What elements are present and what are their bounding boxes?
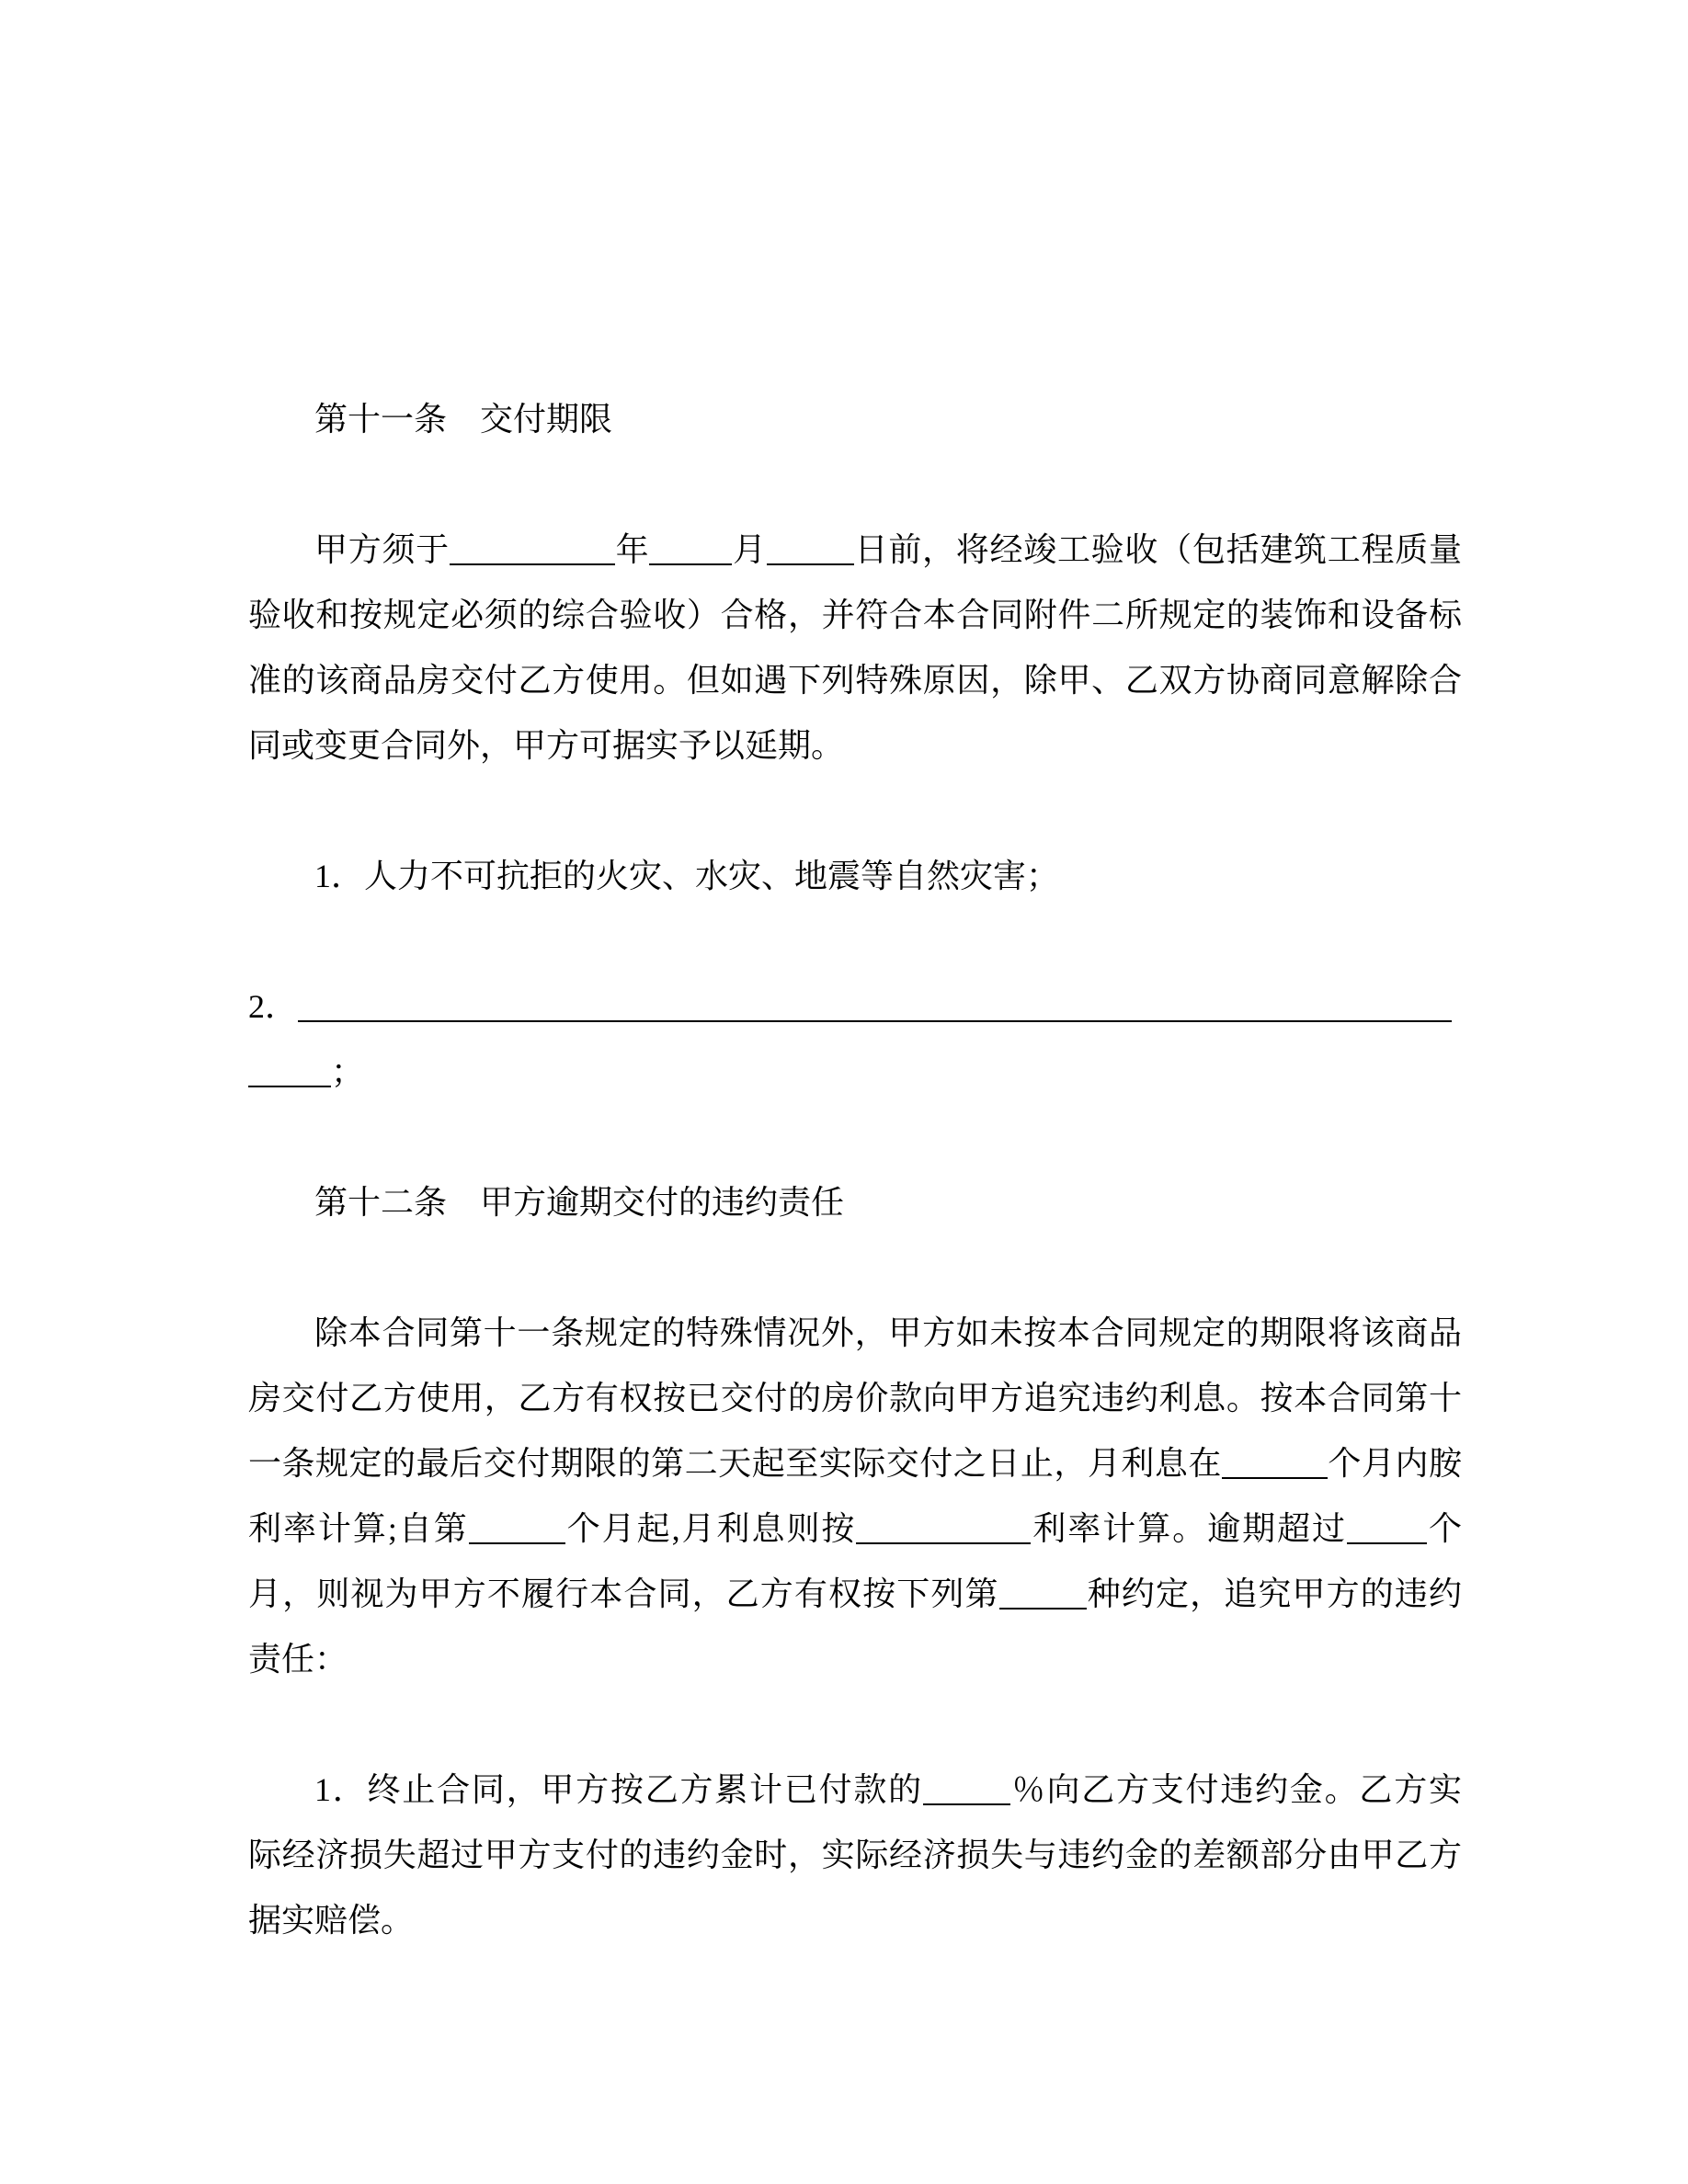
text-run: 甲方须于	[314, 531, 450, 568]
document-line	[248, 1562, 1462, 1627]
article-heading	[248, 387, 1462, 452]
text-run: 个月内胺	[1327, 1445, 1462, 1482]
text-run: 种约定，追究甲方的违约	[1086, 1575, 1462, 1612]
document-line	[248, 648, 1462, 713]
text-run: 验收和按规定必须的综合验收）合格，并符合本合同附件二所规定的装饰和设备标	[248, 597, 1462, 633]
text-run: 1．人力不可抗拒的火灾、水灾、地震等自然灾害；	[314, 858, 1060, 894]
text-run: 一条规定的最后交付期限的第二天起至实际交付之日止，月利息在	[248, 1445, 1222, 1482]
text-run: 利率计算。逾期超过	[1031, 1510, 1347, 1547]
text-run: 准的该商品房交付乙方使用。但如遇下列特殊原因，除甲、乙双方协商同意解除合	[248, 662, 1462, 699]
text-run: ；	[331, 1053, 365, 1090]
document-line	[248, 1888, 1462, 1953]
text-run: 个月起,月利息则按	[565, 1510, 857, 1547]
document-line	[248, 1040, 1462, 1105]
text-run: ％向乙方支付违约金。乙方实	[1009, 1771, 1462, 1808]
fill-in-blank	[649, 561, 732, 565]
text-run: 第十一条 交付期限	[314, 401, 613, 438]
fill-in-blank	[298, 1018, 1452, 1022]
paragraph-spacer	[248, 452, 1462, 518]
fill-in-blank	[767, 561, 854, 565]
text-run: 责任：	[248, 1641, 348, 1678]
paragraph-spacer	[248, 779, 1462, 844]
text-run: 月	[732, 531, 767, 568]
fill-in-blank	[999, 1605, 1087, 1610]
document-line	[248, 1366, 1462, 1431]
document-line	[248, 844, 1462, 909]
fill-in-blank	[248, 1083, 331, 1087]
fill-in-blank	[923, 1801, 1010, 1805]
document-line	[248, 518, 1462, 583]
paragraph-spacer	[248, 909, 1462, 974]
document-line	[248, 583, 1462, 648]
fill-in-blank	[856, 1540, 1031, 1544]
document-line	[248, 1431, 1462, 1496]
fill-in-blank	[1222, 1474, 1328, 1479]
text-run: 个	[1427, 1510, 1462, 1547]
fill-in-blank	[1347, 1540, 1427, 1544]
document-line	[248, 1301, 1462, 1366]
text-run: 第十二条 甲方逾期交付的违约责任	[314, 1184, 845, 1221]
text-run: 年	[614, 531, 650, 568]
text-run: 同或变更合同外，甲方可据实予以延期。	[248, 727, 845, 764]
text-run: 据实赔偿。	[248, 1902, 415, 1939]
text-run: 际经济损失超过甲方支付的违约金时，实际经济损失与违约金的差额部分由甲乙方	[248, 1837, 1462, 1873]
article-heading	[248, 1170, 1462, 1235]
document-line	[248, 1496, 1462, 1562]
fill-in-blank	[469, 1540, 565, 1544]
text-run: 利率计算;自第	[248, 1510, 469, 1547]
text-run: 房交付乙方使用，乙方有权按已交付的房价款向甲方追究违约利息。按本合同第十	[248, 1380, 1462, 1416]
document-line	[248, 1627, 1462, 1692]
text-run: 1．终止合同，甲方按乙方累计已付款的	[314, 1771, 923, 1808]
paragraph-spacer	[248, 1105, 1462, 1170]
text-run: 2．	[248, 988, 299, 1025]
document-line	[248, 1823, 1462, 1888]
fill-in-blank	[450, 561, 615, 565]
text-run: 月，则视为甲方不履行本合同，乙方有权按下列第	[248, 1575, 999, 1612]
text-run: 日前，将经竣工验收（包括建筑工程质量	[853, 531, 1462, 568]
document-content	[248, 387, 1462, 1953]
paragraph-spacer	[248, 1235, 1462, 1301]
text-run: 除本合同第十一条规定的特殊情况外，甲方如未按本合同规定的期限将该商品	[314, 1314, 1462, 1351]
document-line	[248, 713, 1462, 779]
document-line	[248, 1757, 1462, 1823]
paragraph-spacer	[248, 1692, 1462, 1757]
document-line	[248, 974, 1462, 1040]
